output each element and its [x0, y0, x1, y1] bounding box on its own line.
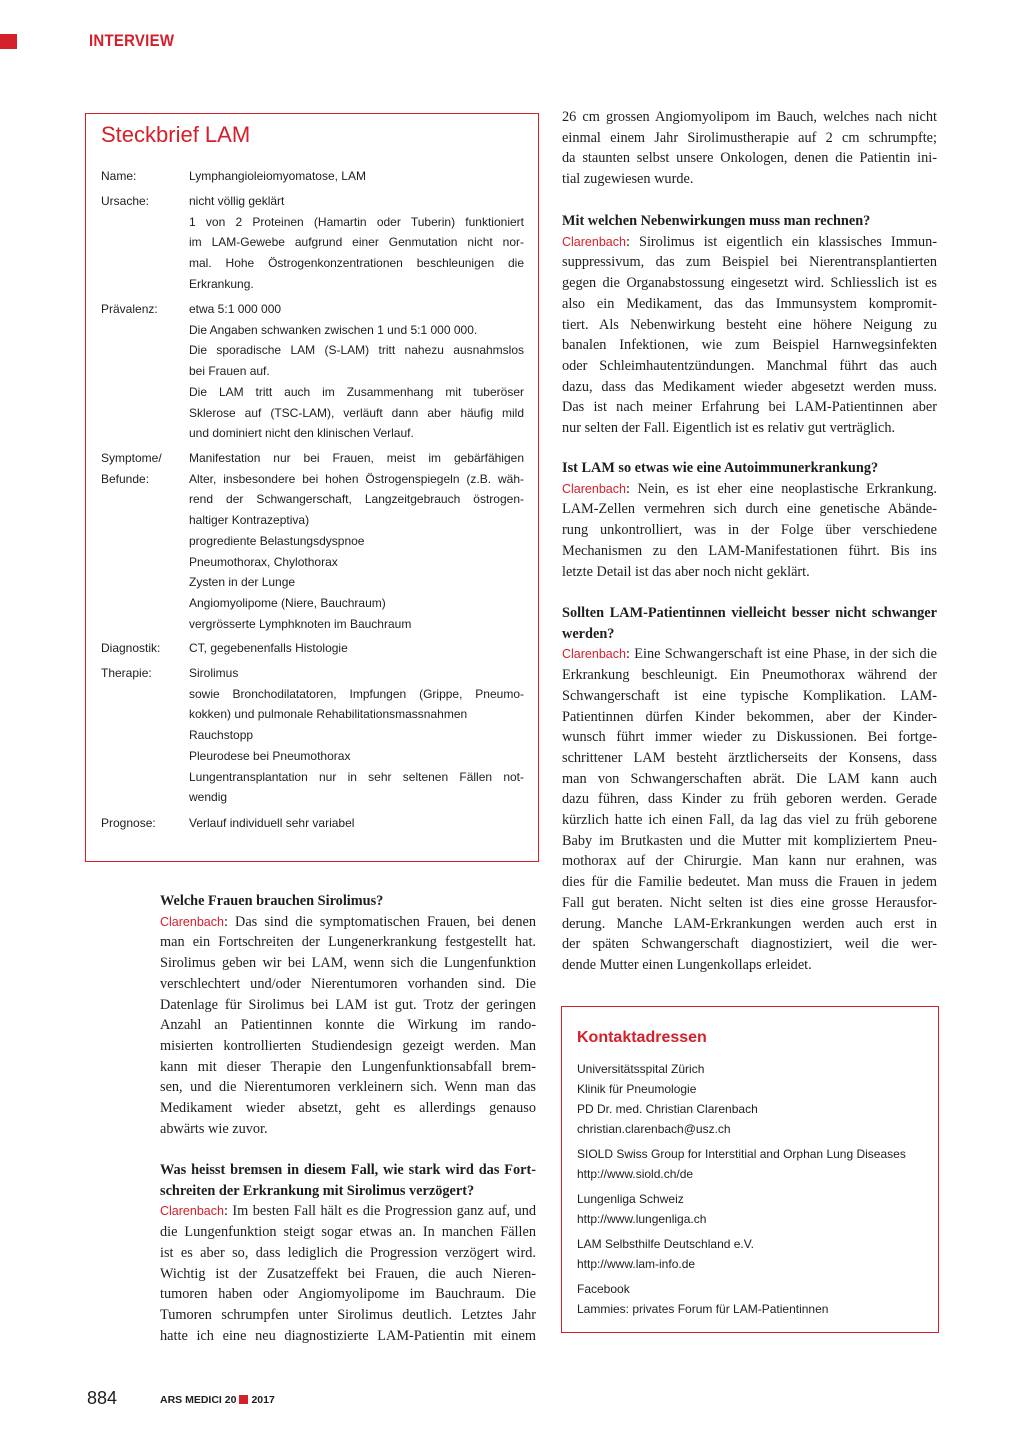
term-label: Prognose: — [101, 816, 156, 830]
term-label: Ursache: — [101, 194, 150, 208]
question-line: werden? — [562, 625, 615, 642]
definition-line: Pneumothorax, Chylothorax — [189, 554, 338, 569]
question-line: Was heisst bremsen in diesem Fall, wie stark wird das Fort- — [160, 1162, 536, 1178]
answer-line: Fall gut beraten. Nicht selten ist dies eine grosse Herausfor- — [562, 894, 937, 911]
answer-line: Wichtig ist der Zusatzeffekt bei Frauen, die auch Nieren- — [160, 1265, 536, 1282]
answer-4 — [562, 479, 937, 583]
journal-year: 2017 — [251, 1394, 275, 1406]
definition-line: haltiger Kontrazeptiva) — [189, 513, 310, 528]
answer-line: nur selten der Fall. Eigentlich ist es relativ gut verträglich. — [562, 420, 896, 437]
kontakt-line: Lammies: privates Forum für LAM-Patientinnen — [577, 1302, 829, 1316]
definition-line: nicht völlig geklärt — [189, 194, 285, 208]
definition — [189, 638, 524, 659]
answer-line: dazu, dass das Medikament wieder abgesetzt werden muss. — [562, 378, 937, 395]
answer-line: verschlechtert und/oder Nierentumoren vorhanden sind. Die — [160, 975, 536, 992]
definition — [189, 813, 524, 834]
kontakt-line: SIOLD Swiss Group for Interstitial and Orphan Lung Diseases — [577, 1147, 906, 1161]
journal-name: ARS MEDICI 20 — [160, 1394, 237, 1406]
answer-1 — [160, 912, 536, 1140]
kontakt-line: Klinik für Pneumologie — [577, 1082, 697, 1096]
term-label-line: Symptome/ — [101, 451, 162, 465]
answer-line: schrittener LAM besteht ärztlicherseits der Konsens, dass — [562, 749, 937, 766]
definition — [189, 166, 524, 187]
speaker-name: Clarenbach — [562, 234, 626, 249]
answer-line: Clarenbach: Sirolimus ist eigentlich ein klassisches Immun- — [562, 233, 937, 250]
answer-line: kann mit dieser Therapie den Lungenfunktionsabfall brem- — [160, 1058, 536, 1075]
journal-footer — [160, 1394, 275, 1406]
kontakt-box — [561, 1006, 939, 1333]
answer-line: tiert. Als Nebenwirkung besteht eine höhere Neigung zu — [562, 316, 937, 333]
definition-line: Verlauf individuell sehr variabel — [189, 816, 355, 830]
right-column-q5 — [562, 603, 937, 976]
answer-line: sen, und die Nierentumoren verkleinern sich. Wenn man das — [160, 1079, 536, 1096]
answer-line: Clarenbach: Eine Schwangerschaft ist eine Phase, in der sich die — [562, 646, 938, 663]
definition-line: im LAM-Gewebe aufgrund einer Genmutation nicht nor- — [189, 235, 524, 250]
answer-3 — [562, 232, 937, 439]
definition-line: Lungentransplantation nur in sehr seltenen Fällen not- — [189, 769, 524, 784]
term-label — [101, 448, 183, 489]
kontakt-email-link[interactable]: christian.clarenbach@usz.ch — [577, 1122, 731, 1136]
definition-line: Pleurodese bei Pneumothorax — [189, 748, 351, 763]
definition-line: Zysten in der Lunge — [189, 575, 296, 590]
definition-line: Manifestation nur bei Frauen, meist im gebärfähigen — [189, 451, 524, 465]
question-line: Mit welchen Nebenwirkungen muss man rechnen? — [562, 213, 871, 229]
steckbrief-title: Steckbrief LAM — [101, 122, 251, 147]
answer-line: Tumoren schrumpfen unter Sirolimus deutlich. Letztes Jahr — [160, 1306, 536, 1323]
answer-line: Das ist nach meiner Erfahrung bei LAM-Patientinnen aber — [562, 399, 937, 416]
answer-line: die Lungenfunktion steigt sogar etwas an. In manchen Fällen — [160, 1224, 536, 1241]
right-column-q3 — [562, 211, 937, 439]
definition-line: Rauchstopp — [189, 728, 254, 743]
answer-line: ist es aber so, dass lediglich die Progression verzögert wird. — [160, 1244, 536, 1261]
definition-line: und dominiert nicht den klinischen Verlauf. — [189, 426, 414, 441]
definition-line: Lymphangioleiomyomatose, LAM — [189, 169, 366, 183]
answer-line: tumoren haben oder Angiomyolipome im Bauchraum. Die — [160, 1286, 536, 1303]
kontakt-url-link[interactable]: http://www.lungenliga.ch — [577, 1212, 707, 1226]
definition-line: progrediente Belastungsdyspnoe — [189, 533, 365, 548]
answer-line: 26 cm grossen Angiomyolipom im Bauch, welches nach nicht — [562, 109, 937, 125]
answer-line: misierten kontrollierten Studiendesign gezeigt werden. Man — [160, 1037, 536, 1054]
definition-line: Die Angaben schwanken zwischen 1 und 5:1 000 000. — [189, 322, 478, 337]
answer-line: banalen Infektionen, wie zum Beispiel Harnwegsinfekten — [562, 337, 937, 354]
definition-line: Sklerose auf (TSC-LAM), verläuft dann aber häufig mild — [189, 405, 524, 420]
answer-line: Anzahl an Patientinnen konnte die Wirkung im rando- — [160, 1017, 536, 1034]
answer-line: Clarenbach: Das sind die symptomatischen Frauen, bei denen — [160, 913, 537, 930]
term-label: Prävalenz: — [101, 302, 158, 316]
definition-line: 1 von 2 Proteinen (Hamartin oder Tuberin) funktioniert — [189, 214, 524, 229]
question-5 — [562, 603, 937, 644]
term-label-line: Befunde: — [101, 471, 150, 486]
answer-line: wunsch führt immer wieder zu Diskussionen. Bei fortge- — [562, 729, 937, 746]
answer-line: gegen die Organabstossung eingesetzt wird. Schliesslich ist es — [562, 275, 937, 292]
answer-line: tial zugewiesen wurde. — [562, 171, 694, 188]
answer-line: dende Mutter einen Lungenkollaps erleidet. — [562, 956, 812, 973]
answer-text: Im besten Fall hält es die Progression ganz auf, und — [232, 1203, 537, 1220]
answer-line: Sirolimus geben wir bei LAM, wenn sich die Lungenfunktion — [160, 955, 536, 972]
definition-line: Erkrankung. — [189, 276, 254, 291]
answer-line: Schwangerschaft ist eine typische Komplikation. LAM- — [562, 687, 937, 704]
answer-line: LAM-Zellen vermehren sich durch eine genetische Abände- — [562, 501, 937, 518]
question-line: Ist LAM so etwas wie eine Autoimmunerkrankung? — [562, 460, 879, 476]
definition-line: mal. Hohe Östrogenkonzentrationen beschleunigen die — [189, 256, 524, 271]
answer-line: mothorax auf der Chirurgie. Man kann nur erahnen, was — [562, 853, 937, 870]
answer-5 — [562, 644, 937, 975]
question-3 — [562, 211, 937, 232]
answer-line: der späten Schwangerschaft diagnostiziert, weil die wer- — [562, 936, 937, 953]
answer-line: hatte ich eine neu diagnostizierte LAM-Patientin mit einem — [160, 1327, 536, 1344]
term-label: Diagnostik: — [101, 641, 161, 655]
question-line: schreiten der Erkrankung mit Sirolimus verzögert? — [160, 1182, 475, 1199]
section-marker — [0, 34, 17, 49]
section-label: INTERVIEW — [89, 31, 175, 50]
answer-line: dazu führen, dass Kinder zu früh geboren werden. Gerade — [562, 791, 937, 808]
kontakt-line: Universitätsspital Zürich — [577, 1062, 705, 1076]
kontakt-line: PD Dr. med. Christian Clarenbach — [577, 1102, 758, 1116]
definition — [189, 191, 524, 295]
definition-line: Sirolimus — [189, 666, 239, 680]
question-4 — [562, 458, 937, 479]
answer-text: Nein, es ist eher eine neoplastische Erkrankung. — [637, 480, 938, 497]
answer-line: oder Schleimhautentzündungen. Manchmal führt das auch — [562, 357, 937, 374]
answer-line: man ein Fortschreiten der Lungenerkrankung festgestellt hat. — [160, 934, 536, 951]
left-column — [160, 891, 536, 1139]
answer-line: letzte Detail ist das aber noch nicht geklärt. — [562, 563, 810, 580]
definition — [189, 663, 524, 808]
definition-line: CT, gegebenenfalls Histologie — [189, 641, 348, 655]
answer-line: da staunten selbst unsere Onkologen, denen die Patientin ini- — [562, 150, 937, 167]
definition-line: Angiomyolipome (Niere, Bauchraum) — [189, 595, 386, 610]
definition-line: etwa 5:1 000 000 — [189, 302, 282, 316]
answer-line: Clarenbach: Im besten Fall hält es die Progression ganz auf, und — [160, 1203, 537, 1220]
question-line: Welche Frauen brauchen Sirolimus? — [160, 893, 384, 909]
kontakt-title: Kontaktadressen — [577, 1029, 707, 1046]
definition-line: kokken) und pulmonale Rehabilitationsmassnahmen — [189, 707, 468, 722]
continued-answer — [562, 107, 937, 190]
kontakt-url-link[interactable]: http://www.siold.ch/de — [577, 1167, 694, 1181]
left-column-lower — [160, 1160, 536, 1346]
answer-line: Erkrankung beschleunigt. Ein Pneumothorax während der — [562, 667, 937, 684]
definition-line: bei Frauen auf. — [189, 364, 270, 379]
answer-line: Datenlage für Sirolimus bei LAM ist gut. Trotz der geringen — [160, 996, 536, 1013]
question-line: Sollten LAM-Patientinnen vielleicht besser nicht schwanger — [562, 605, 937, 621]
definition-line: vergrösserte Lymphknoten im Bauchraum — [189, 616, 412, 631]
answer-line: Medikament wieder absetzt, geht es allerdings genauso — [160, 1100, 536, 1117]
answer-line: Baby im Brutkasten und die Mutter mit kompliziertem Pneu- — [562, 832, 937, 849]
answer-line: einmal einem Jahr Sirolimustherapie auf 2 cm schrumpfte; — [562, 129, 937, 146]
answer-line: derung. Manche LAM-Erkrankungen werden auch erst in — [562, 915, 937, 932]
speaker-name: Clarenbach — [160, 914, 224, 929]
speaker-name: Clarenbach — [160, 1204, 224, 1219]
definition-line: rend der Schwangerschaft, Langzeitgebrauch östrogen- — [189, 492, 524, 507]
kontakt-line: Lungenliga Schweiz — [577, 1192, 684, 1206]
definition-line: wendig — [189, 790, 228, 805]
right-column-q4 — [562, 458, 937, 582]
answer-line: Clarenbach: Nein, es ist eher eine neoplastische Erkrankung. — [562, 480, 938, 497]
definition-line: Die sporadische LAM (S-LAM) tritt nahezu ausnahmslos — [189, 343, 524, 358]
answer-line: Patientinnen dürfen Kinder bekommen, aber der Kinder- — [562, 708, 937, 725]
answer-line: suppressivum, das zum Beispiel bei Nierentransplantierten — [562, 254, 937, 271]
definition-line: Alter, insbesondere bei hohen Östrogenspiegeln (z.B. wäh- — [189, 471, 524, 486]
answer-text: Eine Schwangerschaft ist eine Phase, in der sich die — [634, 646, 938, 663]
answer-line: man von Schwangerschaften abrät. Die LAM kann auch — [562, 770, 937, 787]
question-1 — [160, 891, 536, 912]
footer-square-icon — [239, 1395, 248, 1404]
answer-line: dies für die Familie bedeutet. Man muss die Frauen in jedem — [562, 874, 937, 891]
answer-line: kürzlich hatte ich einen Fall, da lag das viel zu früh geborene — [562, 812, 937, 829]
steckbrief-box — [85, 113, 539, 862]
speaker-name: Clarenbach — [562, 647, 626, 662]
definition — [189, 448, 524, 634]
answer-line: abwärts wie zuvor. — [160, 1120, 268, 1137]
definition — [189, 299, 524, 444]
kontakt-line: LAM Selbsthilfe Deutschland e.V. — [577, 1237, 754, 1251]
right-column — [562, 107, 937, 190]
answer-line: Mechanismen zu den LAM-Manifestationen führt. Bis ins — [562, 542, 937, 559]
question-2 — [160, 1160, 536, 1201]
answer-line: also ein Medikament, das das Immunsystem kompromit- — [562, 295, 937, 312]
definition-line: Die LAM tritt auch im Zusammenhang mit tuberöser — [189, 384, 524, 399]
kontakt-url-link[interactable]: http://www.lam-info.de — [577, 1257, 696, 1271]
answer-line: rung unkontrolliert, was in der Folge über verschiedene — [562, 522, 937, 539]
answer-text: Sirolimus ist eigentlich ein klassisches Immun- — [639, 233, 937, 250]
kontakt-line: Facebook — [577, 1282, 630, 1296]
answer-2 — [160, 1201, 536, 1346]
speaker-name: Clarenbach — [562, 481, 626, 496]
answer-text: Das sind die symptomatischen Frauen, bei denen — [235, 913, 537, 930]
page-number: 884 — [87, 1388, 118, 1408]
definition-line: sowie Bronchodilatatoren, Impfungen (Grippe, Pneumo- — [189, 686, 524, 701]
term-label: Therapie: — [101, 666, 152, 680]
term-label: Name: — [101, 169, 137, 183]
